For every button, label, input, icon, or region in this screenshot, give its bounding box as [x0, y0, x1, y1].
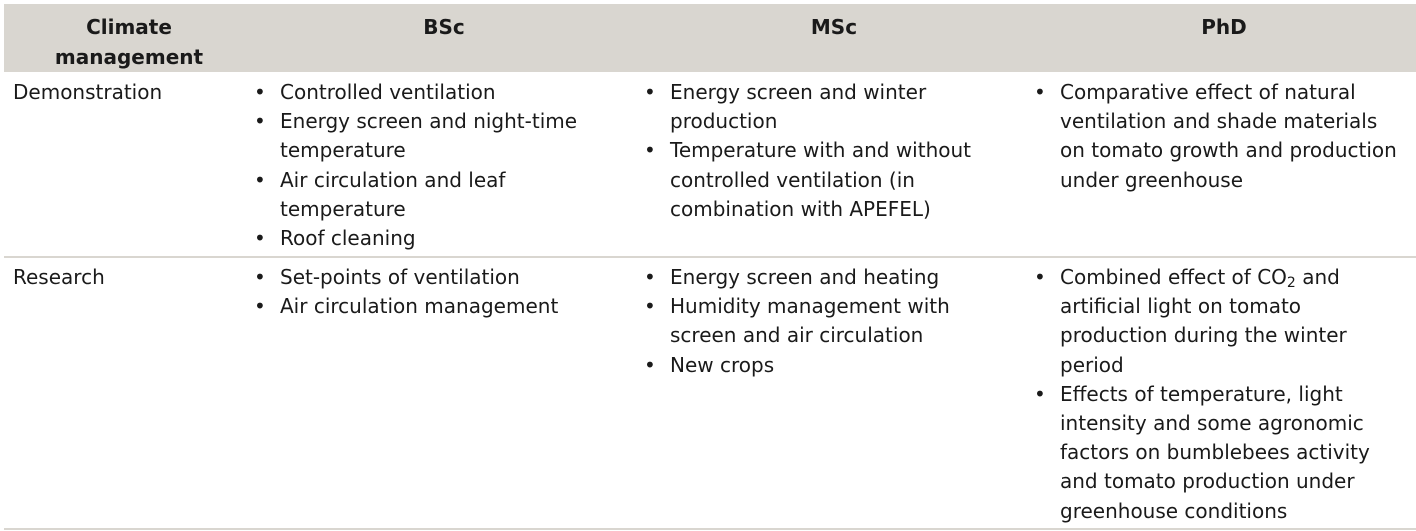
header-climate-line2: management: [54, 45, 204, 69]
cell-demonstration-bsc: [254, 78, 624, 253]
table-header-row: [4, 4, 1416, 72]
table-bottom-rule: [4, 528, 1416, 530]
list-item: • Roof cleaning: [254, 224, 624, 253]
list-item: • New crops: [644, 351, 1004, 380]
list-item: • Energy screen and winter production: [644, 78, 1004, 136]
row-divider: [4, 256, 1416, 258]
list-item: • Set-points of ventilation: [254, 263, 624, 292]
list-item: • Air circulation and leaf temperature: [254, 166, 624, 224]
list-item: • Effects of temperature, light intensity and some agronomic factors on bumblebees activity and tomato production under greenhouse conditions: [1034, 380, 1406, 526]
cell-demonstration-msc: [644, 78, 1004, 224]
list-item: • Energy screen and night-time temperature: [254, 107, 624, 165]
header-climate-line1: Climate: [86, 15, 172, 39]
list-item: [1034, 263, 1406, 380]
cell-research-msc: [644, 263, 1004, 380]
cell-research-phd: [1034, 263, 1406, 526]
header-msc: MSc: [810, 15, 858, 39]
list-item: • Controlled ventilation: [254, 78, 624, 107]
list-item: • Humidity management with screen and air circulation: [644, 292, 1004, 350]
co2-text: Combined effect of CO: [1060, 265, 1287, 289]
co2-text-rest: and artificial light on tomato production during the winter period: [1060, 265, 1347, 377]
co2-subscript: 2: [1286, 275, 1296, 291]
row-label-demonstration: Demonstration: [13, 80, 163, 104]
list-item: • Comparative effect of natural ventilation and shade materials on tomato growth and production under greenhouse: [1034, 78, 1406, 195]
cell-research-bsc: [254, 263, 624, 321]
list-item: • Energy screen and heating: [644, 263, 1004, 292]
cell-demonstration-phd: [1034, 78, 1406, 195]
header-bsc: BSc: [423, 15, 465, 39]
header-phd: PhD: [1201, 15, 1247, 39]
header-climate-management: [34, 12, 224, 72]
list-item: • Air circulation management: [254, 292, 624, 321]
list-item: • Temperature with and without controlled ventilation (in combination with APEFEL): [644, 136, 1004, 224]
row-label-research: Research: [13, 265, 105, 289]
